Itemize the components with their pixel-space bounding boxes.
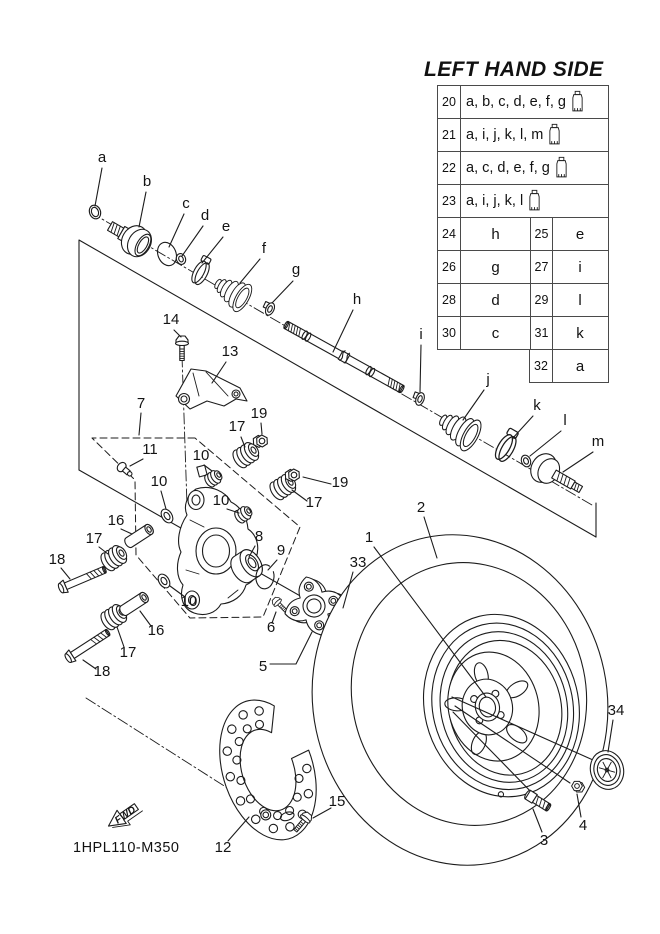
boot-band-e	[189, 255, 215, 287]
callout-10-4: 10	[180, 593, 198, 610]
table-row-21	[437, 118, 609, 152]
row-letter: i	[578, 258, 582, 276]
row-number: 26	[438, 251, 461, 283]
grease-tube-icon	[528, 189, 541, 214]
callout-33: 33	[349, 554, 367, 571]
callout-10-1: 10	[150, 473, 168, 490]
callout-8: 8	[254, 528, 264, 545]
callout-17-3: 17	[85, 530, 103, 547]
callout-12: 12	[214, 839, 232, 856]
callout-34: 34	[607, 702, 625, 719]
callout-g: g	[291, 261, 301, 278]
callout-h: h	[352, 291, 362, 308]
callout-b: b	[142, 173, 152, 190]
ring-c	[154, 240, 180, 269]
callout-11: 11	[142, 441, 158, 458]
inner-cv-joint-b	[103, 213, 157, 261]
fwd-arrow-icon	[104, 799, 145, 836]
table-row-32	[529, 349, 609, 383]
callout-18-2: 18	[93, 663, 111, 680]
row-number: 23	[438, 185, 461, 217]
bushing-10-upper-left	[159, 507, 176, 525]
callout-3: 3	[539, 832, 549, 849]
reference-table	[437, 85, 609, 383]
row-number: 28	[438, 284, 461, 316]
fwd-label: FWD	[113, 804, 139, 827]
table-row-23	[437, 184, 609, 218]
callout-18-1: 18	[48, 551, 66, 568]
row-letter: h	[491, 225, 500, 243]
bushing-10-lower-left	[156, 572, 173, 590]
row-letter: k	[576, 324, 584, 342]
boot-clamp-g	[261, 300, 276, 316]
callout-17-2: 17	[305, 494, 323, 511]
bolt-18-upper	[57, 563, 108, 595]
drive-shaft-h	[283, 319, 406, 394]
bracket-13	[176, 369, 247, 409]
table-row-24-25	[437, 217, 609, 251]
outer-cv-joint-m	[526, 449, 589, 502]
callout-17-4: 17	[119, 644, 137, 661]
callout-c: c	[182, 195, 190, 212]
collar-16-upper	[123, 523, 155, 549]
row-number: 25	[530, 218, 553, 250]
row-letters: a, b, c, d, e, f, g	[466, 94, 566, 110]
row-number: 22	[438, 152, 461, 184]
row-number: 31	[530, 317, 553, 349]
row-number: 27	[530, 251, 553, 283]
table-row-22	[437, 151, 609, 185]
table-row-26-27	[437, 250, 609, 284]
callout-13: 13	[221, 343, 239, 360]
callout-2: 2	[416, 499, 426, 516]
callout-k: k	[533, 397, 541, 414]
row-letter: g	[491, 258, 500, 276]
row-letter: a	[575, 357, 585, 375]
callout-9: 9	[276, 542, 286, 559]
row-number: 30	[438, 317, 461, 349]
callout-m: m	[591, 433, 605, 450]
row-number: 32	[530, 350, 553, 382]
cv-boot-j	[433, 404, 486, 454]
row-letter: l	[578, 291, 582, 309]
row-letter: e	[575, 225, 585, 243]
callout-16-1: 16	[107, 512, 125, 529]
callout-d: d	[200, 207, 210, 224]
cv-boot-f	[208, 269, 255, 314]
callout-19-1: 19	[250, 405, 268, 422]
callout-l: l	[563, 412, 567, 429]
callout-7: 7	[136, 395, 146, 412]
row-number: 20	[438, 86, 461, 118]
row-number: 24	[438, 218, 461, 250]
callout-f: f	[261, 240, 267, 257]
row-letters: a, i, j, k, l	[466, 193, 524, 209]
row-number: 29	[530, 284, 553, 316]
callout-16-2: 16	[147, 622, 165, 639]
bolt-14	[176, 336, 189, 361]
callout-j: j	[486, 371, 490, 388]
callout-17-1: 17	[228, 418, 246, 435]
collar-16-lower	[118, 591, 150, 617]
row-letters: a, i, j, k, l, m	[466, 127, 544, 143]
callout-15: 15	[328, 793, 346, 810]
bolt-18-lower	[63, 626, 112, 664]
callout-i: i	[419, 326, 423, 343]
table-row-28-29	[437, 283, 609, 317]
callout-10-3: 10	[212, 492, 230, 509]
grease-tube-icon	[548, 123, 561, 148]
row-number: 21	[438, 119, 461, 151]
callout-14: 14	[162, 311, 180, 328]
row-letter: c	[491, 324, 500, 342]
callout-a: a	[97, 149, 107, 166]
callout-e: e	[221, 218, 231, 235]
callout-19-2: 19	[331, 474, 349, 491]
callout-6: 6	[266, 619, 276, 636]
table-row-20	[437, 85, 609, 119]
callout-1: 1	[364, 529, 374, 546]
callout-4: 4	[578, 817, 588, 834]
callout-5: 5	[258, 658, 268, 675]
boot-clamp-i	[411, 390, 426, 406]
grease-tube-icon	[555, 156, 568, 181]
page-title: LEFT HAND SIDE	[424, 58, 604, 81]
grease-tube-icon	[571, 90, 584, 115]
row-letters: a, c, d, e, f, g	[466, 160, 550, 176]
part-number: 1HPL110-M350	[73, 840, 180, 856]
table-row-30-31	[437, 316, 609, 350]
callout-10-2: 10	[192, 447, 210, 464]
row-letter: d	[491, 291, 500, 309]
